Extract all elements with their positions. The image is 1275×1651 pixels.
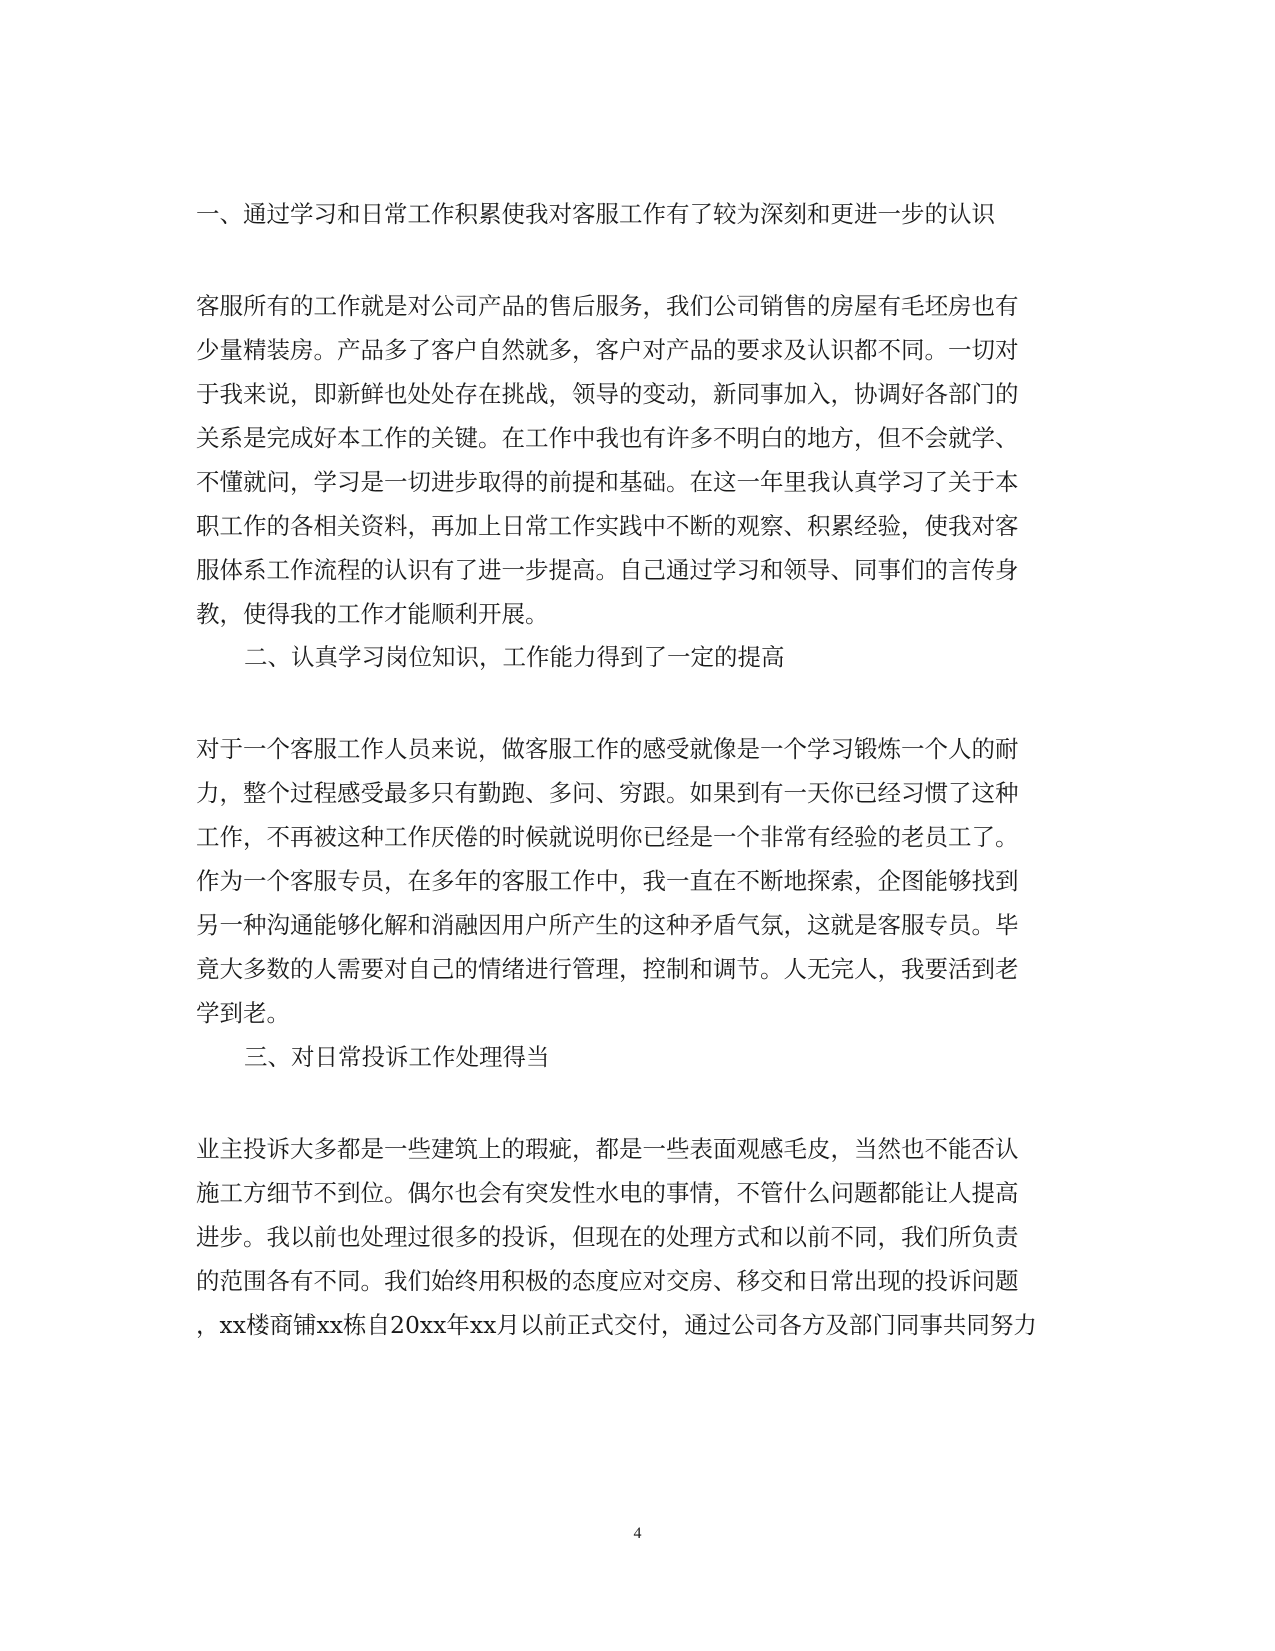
section-heading-3: 三、对日常投诉工作处理得当: [244, 1043, 550, 1071]
paragraph-line: 不懂就问，学习是一切进步取得的前提和基础。在这一年里我认真学习了关于本: [196, 468, 1019, 496]
paragraph-line: 竟大多数的人需要对自己的情绪进行管理，控制和调节。人无完人，我要活到老: [196, 955, 1019, 983]
page-number: 4: [633, 1525, 642, 1542]
paragraph-line: 力，整个过程感受最多只有勤跑、多问、穷跟。如果到有一天你已经习惯了这种: [196, 779, 1019, 807]
paragraph-line: 教，使得我的工作才能顺利开展。: [196, 600, 549, 628]
paragraph-line: ，xx楼商铺xx栋自20xx年xx月以前正式交付，通过公司各方及部门同事共同努力: [196, 1311, 1037, 1339]
section-heading-1: 一、通过学习和日常工作积累使我对客服工作有了较为深刻和更进一步的认识: [196, 200, 995, 228]
paragraph-line: 关系是完成好本工作的关键。在工作中我也有许多不明白的地方，但不会就学、: [196, 424, 1019, 452]
paragraph-line: 学到老。: [196, 999, 290, 1027]
paragraph-line: 职工作的各相关资料，再加上日常工作实践中不断的观察、积累经验，使我对客: [196, 512, 1019, 540]
paragraph-line: 于我来说，即新鲜也处处存在挑战，领导的变动，新同事加入，协调好各部门的: [196, 380, 1019, 408]
section-heading-2: 二、认真学习岗位知识，工作能力得到了一定的提高: [244, 643, 785, 671]
paragraph-line: 业主投诉大多都是一些建筑上的瑕疵，都是一些表面观感毛皮，当然也不能否认: [196, 1135, 1019, 1163]
paragraph-line: 客服所有的工作就是对公司产品的售后服务，我们公司销售的房屋有毛坯房也有: [196, 292, 1019, 320]
paragraph-line: 少量精装房。产品多了客户自然就多，客户对产品的要求及认识都不同。一切对: [196, 336, 1019, 364]
paragraph-line: 作为一个客服专员，在多年的客服工作中，我一直在不断地探索，企图能够找到: [196, 867, 1019, 895]
paragraph-line: 服体系工作流程的认识有了进一步提高。自己通过学习和领导、同事们的言传身: [196, 556, 1019, 584]
paragraph-line: 另一种沟通能够化解和消融因用户所产生的这种矛盾气氛，这就是客服专员。毕: [196, 911, 1019, 939]
paragraph-line: 对于一个客服工作人员来说，做客服工作的感受就像是一个学习锻炼一个人的耐: [196, 735, 1019, 763]
paragraph-line: 工作，不再被这种工作厌倦的时候就说明你已经是一个非常有经验的老员工了。: [196, 823, 1019, 851]
paragraph-line: 进步。我以前也处理过很多的投诉，但现在的处理方式和以前不同，我们所负责: [196, 1223, 1019, 1251]
paragraph-line: 施工方细节不到位。偶尔也会有突发性水电的事情，不管什么问题都能让人提高: [196, 1179, 1019, 1207]
paragraph-line: 的范围各有不同。我们始终用积极的态度应对交房、移交和日常出现的投诉问题: [196, 1267, 1019, 1295]
